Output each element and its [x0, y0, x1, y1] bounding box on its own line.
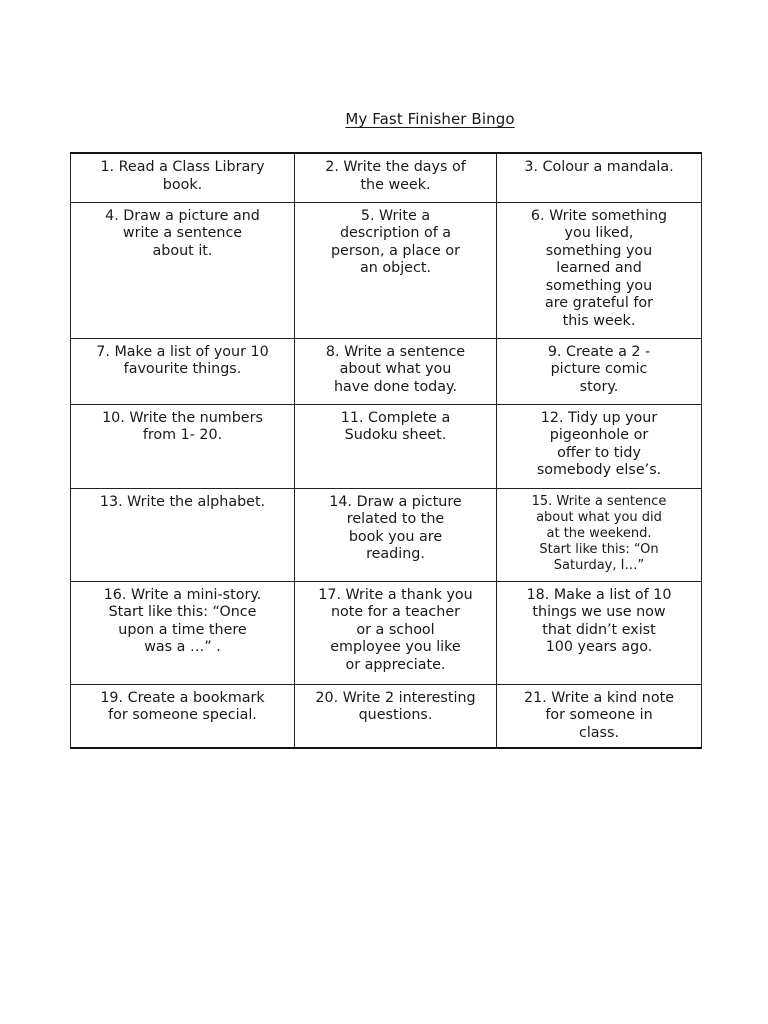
- bingo-cell: 9. Create a 2 - picture comic story.: [497, 338, 702, 404]
- bingo-cell: 13. Write the alphabet.: [71, 488, 295, 581]
- bingo-row: [71, 404, 702, 488]
- bingo-cell: 1. Read a Class Library book.: [71, 153, 295, 202]
- bingo-grid: [70, 152, 702, 749]
- bingo-cell: 18. Make a list of 10 things we use now that didn’t exist 100 years ago.: [497, 581, 702, 684]
- bingo-row: [71, 338, 702, 404]
- bingo-cell: 5. Write a description of a person, a place or an object.: [295, 202, 497, 338]
- page-title: My Fast Finisher Bingo: [345, 110, 515, 128]
- bingo-cell: 10. Write the numbers from 1- 20.: [71, 404, 295, 488]
- bingo-cell: 12. Tidy up your pigeonhole or offer to tidy somebody else’s.: [497, 404, 702, 488]
- bingo-row: [71, 684, 702, 748]
- bingo-cell: 16. Write a mini-story. Start like this: “Once upon a time there was a …” .: [71, 581, 295, 684]
- bingo-cell: 4. Draw a picture and write a sentence about it.: [71, 202, 295, 338]
- bingo-row: [71, 581, 702, 684]
- bingo-cell: 6. Write something you liked, something you learned and something you are grateful for this week.: [497, 202, 702, 338]
- bingo-cell: 21. Write a kind note for someone in class.: [497, 684, 702, 748]
- bingo-cell: 17. Write a thank you note for a teacher or a school employee you like or appreciate.: [295, 581, 497, 684]
- bingo-row: [71, 153, 702, 202]
- bingo-row: [71, 488, 702, 581]
- bingo-cell: 8. Write a sentence about what you have done today.: [295, 338, 497, 404]
- bingo-cell: 19. Create a bookmark for someone special.: [71, 684, 295, 748]
- bingo-cell: 14. Draw a picture related to the book you are reading.: [295, 488, 497, 581]
- bingo-cell: 15. Write a sentence about what you did at the weekend. Start like this: “On Saturday, I…”: [497, 488, 702, 581]
- bingo-cell: 7. Make a list of your 10 favourite things.: [71, 338, 295, 404]
- bingo-cell: 3. Colour a mandala.: [497, 153, 702, 202]
- bingo-cell: 11. Complete a Sudoku sheet.: [295, 404, 497, 488]
- bingo-cell: 20. Write 2 interesting questions.: [295, 684, 497, 748]
- bingo-cell: 2. Write the days of the week.: [295, 153, 497, 202]
- bingo-row: [71, 202, 702, 338]
